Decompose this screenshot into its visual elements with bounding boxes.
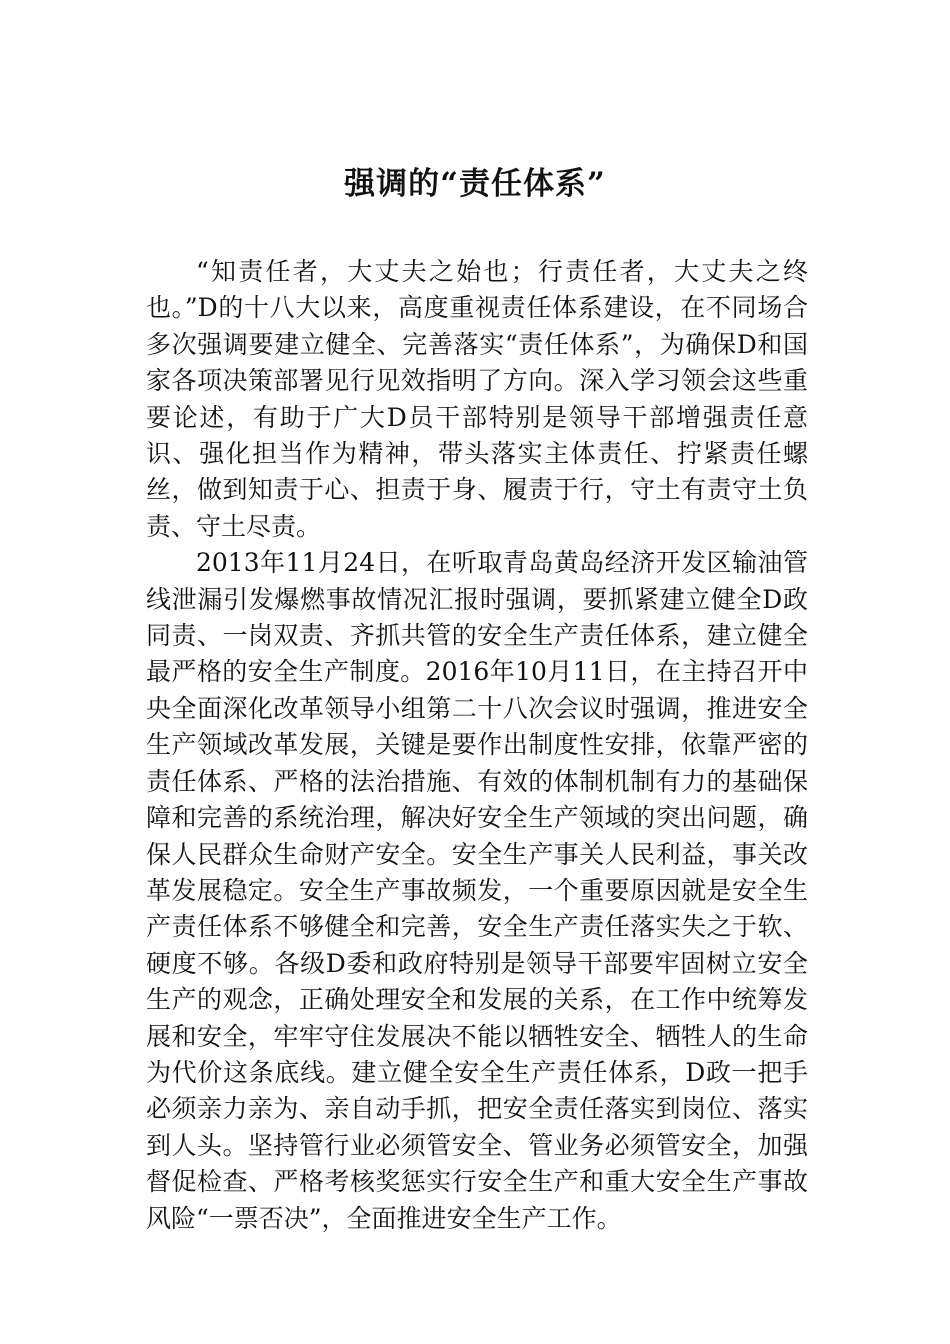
document-title: 强调的“责任体系” [344,166,606,202]
paragraph-2: 2013年11月24日，在听取青岛黄岛经济开发区输油管线泄漏引发爆燃事故情况汇报时强调，要抓紧建立健全D政同责、一岗双责、齐抓共管的安全生产责任体系，建立健全最严格的安全生产制度。2016年10月11日，在主持召开中央全面深化改革领导小组第二十八次会议时强调，推进安全生产领域改革发展，关键是要作出制度性安排，依靠严密的责任体系、严格的法治措施、有效的体制机制有力的基础保障和完善的系统治理，解决好安全生产领域的突出问题，确保人民群众生命财产安全。安全生产事关人民利益，事关改革发展稳定。安全生产事故频发，一个重要原因就是安全生产责任体系不够健全和完善，安全生产责任落实失之于软、硬度不够。各级D委和政府特别是领导干部要牢固树立安全生产的观念，正确处理安全和发展的关系，在工作中统筹发展和安全，牢牢守住发展决不能以牺牲安全、牺牲人的生命为代价这条底线。建立健全安全生产责任体系，D政一把手必须亲力亲为、亲自动手抓，把安全责任落实到岗位、落实到人头。坚持管行业必须管安全、管业务必须管安全，加强督促检查、严格考核奖惩实行安全生产和重大安全生产事故风险“一票否决”，全面推进安全生产工作。 [146,548,808,1233]
document-body [146,254,808,1237]
paragraph-1: “知责任者，大丈夫之始也；行责任者，大丈夫之终也。”D的十八大以来，高度重视责任体系建设，在不同场合多次强调要建立健全、完善落实“责任体系”，为确保D和国家各项决策部署见行见效指明了方向。深入学习领会这些重要论述，有助于广大D员干部特别是领导干部增强责任意识、强化担当作为精神，带头落实主体责任、拧紧责任螺丝，做到知责于心、担责于身、履责于行，守土有责守土负责、守土尽责。 [146,257,808,541]
